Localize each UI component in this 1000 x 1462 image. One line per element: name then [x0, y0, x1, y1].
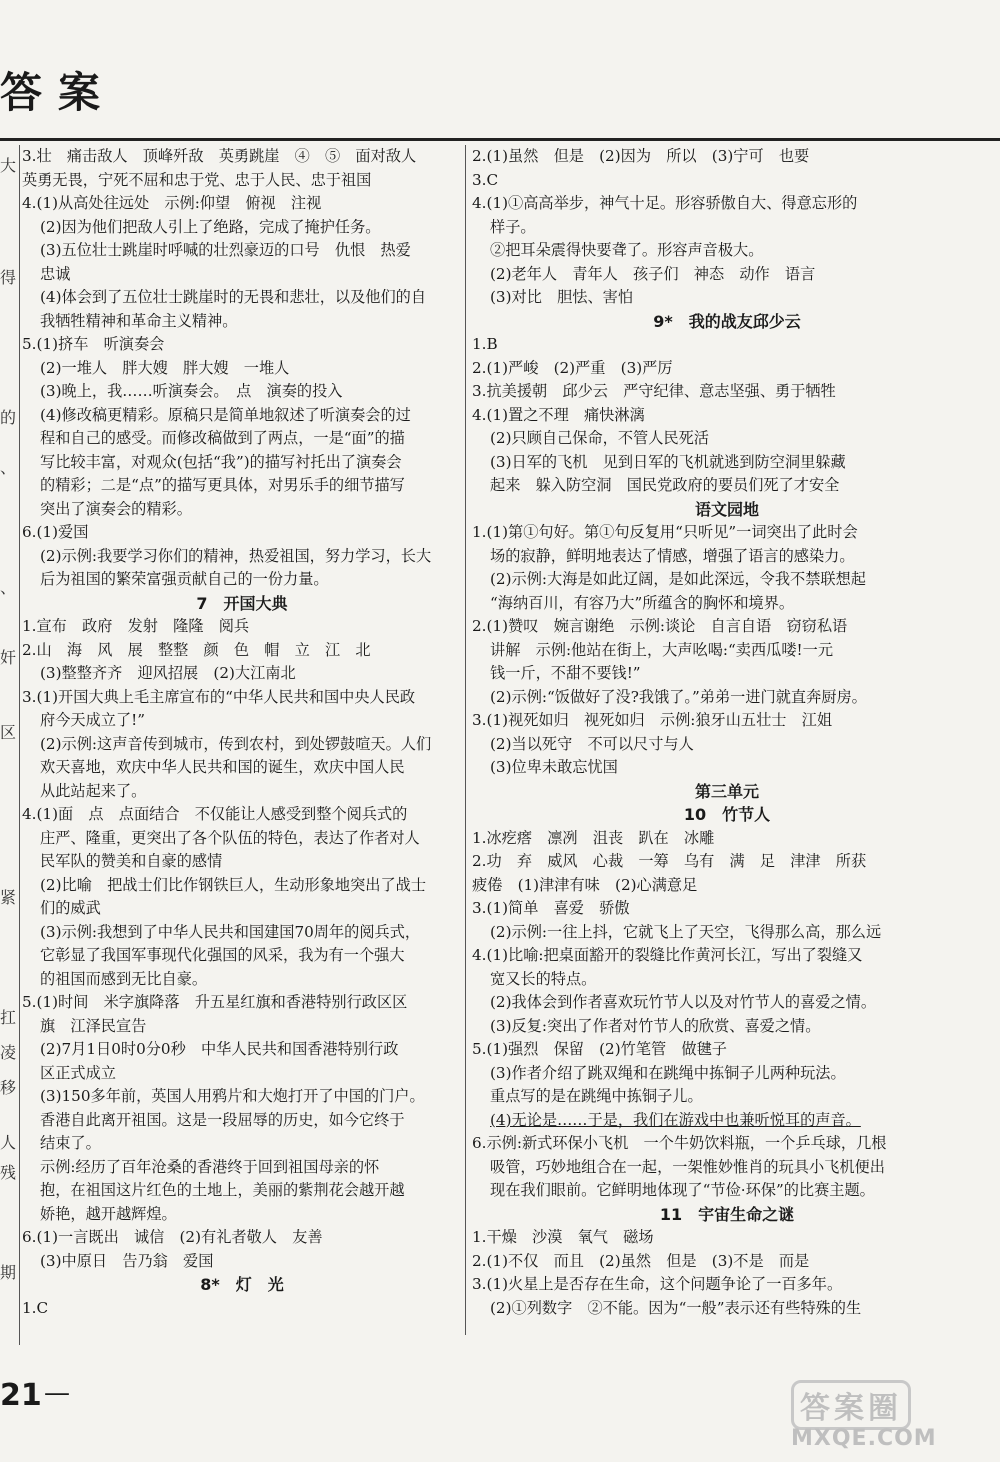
answer-line: 结束了。 — [40, 1134, 101, 1152]
answer-line: 5.(1)挤车 听演奏会 — [22, 335, 165, 353]
answer-line: 抱，在祖国这片红色的土地上，美丽的紫荆花会越开越 — [40, 1181, 405, 1199]
answer-line: 4.(1)①高高举步，神气十足。形容骄傲自大、得意忘形的 — [472, 194, 858, 212]
answer-line: (2)当以死守 不可以尺寸与人 — [490, 734, 694, 753]
answer-line: (3)整整齐齐 迎风招展 (2)大江南北 — [40, 664, 296, 682]
watermark — [791, 1380, 976, 1455]
section-heading: 10 竹节人 — [683, 805, 771, 824]
edge-fragment: 人 — [0, 1133, 17, 1152]
answer-line: 4.(1)从高处往远处 示例:仰望 俯视 注视 — [22, 194, 322, 212]
answer-line: 后为祖国的繁荣富强贡献自己的一份力量。 — [40, 570, 329, 588]
page-number-dash: — — [44, 1378, 70, 1408]
section-heading: 11 宇宙生命之谜 — [659, 1204, 795, 1224]
answer-line: (3)对比 胆怯、害怕 — [490, 288, 634, 306]
answer-line: 示例:经历了百年沧桑的香港终于回到祖国母亲的怀 — [40, 1157, 380, 1176]
answer-line: (4)修改稿更精彩。原稿只是简单地叙述了听演奏会的过 — [40, 405, 411, 424]
section-heading: 语文园地 — [694, 499, 759, 519]
answer-line: 忠诚 — [40, 264, 71, 283]
answer-line: 1.B — [472, 335, 498, 353]
answer-line: 4.(1)面 点 点面结合 不仅能让人感受到整个阅兵式的 — [22, 805, 408, 823]
answer-line: 6.(1)一言既出 诚信 (2)有礼者敬人 友善 — [22, 1228, 323, 1246]
answer-line: 3.(1)开国大典上毛主席宣布的“中华人民共和国中央人民政 — [22, 687, 416, 706]
edge-fragment: 奸 — [0, 648, 17, 667]
answer-line: 3.C — [472, 170, 499, 189]
edge-fragment: 、 — [0, 458, 17, 477]
edge-fragment: 的 — [0, 408, 17, 427]
answer-line: 3.(1)火星上是否存在生命，这个问题争论了一百多年。 — [472, 1275, 843, 1293]
answer-line: 突出了演奏会的精彩。 — [40, 499, 192, 518]
answer-line: (4)体会到了五位壮士跳崖时的无畏和悲壮，以及他们的自 — [40, 288, 427, 306]
answer-line: 们的威武 — [40, 899, 101, 917]
header-rule — [0, 138, 1000, 141]
answer-line: 2.山 海 风 展 整整 颜 色 帽 立 江 北 — [22, 640, 371, 659]
answer-line: 4.(1)置之不理 痛快淋漓 — [472, 405, 645, 424]
answer-line: 从此站起来了。 — [40, 781, 147, 800]
answer-line: 1.干燥 沙漠 氧气 磁场 — [472, 1228, 654, 1246]
answer-line: (2)只顾自己保命，不管人民死活 — [490, 429, 709, 447]
answer-line: 钱一斤，不甜不要钱!” — [490, 664, 641, 682]
answer-line: (2)老年人 青年人 孩子们 神态 动作 语言 — [490, 264, 816, 283]
answer-line: 6.示例:新式环保小飞机 一个牛奶饮料瓶，一个乒乓球，几根 — [472, 1134, 887, 1152]
page-number: 21 — [0, 1378, 42, 1413]
answer-line: (2)因为他们把敌人引上了绝路，完成了掩护任务。 — [40, 217, 381, 236]
answer-line: 府今天成立了!” — [40, 711, 145, 729]
answer-line: 写比较丰富，对观众(包括“我”)的描写衬托出了演奏会 — [40, 452, 402, 471]
edge-fragment: 、 — [0, 578, 17, 597]
answer-line: (3)日军的飞机 见到日军的飞机就逃到防空洞里躲藏 — [490, 452, 846, 471]
answer-line: 2.(1)虽然 但是 (2)因为 所以 (3)宁可 也要 — [472, 147, 810, 165]
answer-line: 起来 躲入防空洞 国民党政府的要员们死了才安全 — [490, 476, 840, 494]
answer-line: 3.(1)简单 喜爱 骄傲 — [472, 899, 630, 917]
answer-line: (2)示例:大海是如此辽阔，是如此深远，令我不禁联想起 — [490, 570, 866, 588]
answer-line: (3)五位壮士跳崖时呼喊的壮烈豪迈的口号 仇恨 热爱 — [40, 241, 411, 259]
section-heading: 9* 我的战友邱少云 — [653, 311, 801, 331]
answer-line: (3)作者介绍了跳双绳和在跳绳中拣铜子儿两种玩法。 — [490, 1063, 846, 1082]
answer-line: 欢天喜地，欢庆中华人民共和国的诞生，欢庆中国人民 — [40, 758, 405, 776]
answer-line: 它彰显了我国军事现代化强国的风采，我为有一个强大 — [40, 946, 405, 964]
answer-line: 6.(1)爱国 — [22, 523, 89, 541]
answer-line: (3)150多年前，英国人用鸦片和大炮打开了中国的门户。 — [40, 1087, 425, 1105]
answer-line: 场的寂静，鲜明地表达了情感，增强了语言的感染力。 — [490, 546, 855, 565]
answer-line: 讲解 示例:他站在街上，大声吆喝:“卖西瓜喽!一元 — [490, 640, 834, 659]
answer-line: 2.(1)赞叹 婉言谢绝 示例:谈论 自言自语 窃窃私语 — [472, 617, 848, 635]
answer-line: 1.(1)第①句好。第①句反复用“只听见”一词突出了此时会 — [472, 523, 858, 541]
edge-fragment: 移 — [0, 1078, 17, 1097]
column-divider — [465, 145, 466, 1335]
answer-line: 娇艳，越开越辉煌。 — [40, 1204, 177, 1223]
watermark-site: MXQE.COM — [791, 1426, 937, 1451]
answer-line: (2)①列数字 ②不能。因为“一般”表示还有些特殊的生 — [490, 1298, 862, 1317]
watermark-badge: 答案圈 — [791, 1380, 911, 1430]
answer-line: 1.C — [22, 1298, 49, 1317]
answer-line: 重点写的是在跳绳中拣铜子儿。 — [490, 1087, 703, 1105]
answer-line: “海纳百川，有容乃大”所蕴含的胸怀和境界。 — [490, 593, 795, 612]
answer-line: 样子。 — [490, 217, 536, 236]
answer-line: (2)7月1日0时0分0秒 中华人民共和国香港特别行政 — [40, 1040, 399, 1058]
left-edge-divider — [19, 145, 20, 1345]
answer-line: 疲倦 (1)津津有味 (2)心满意足 — [472, 875, 698, 894]
answer-line: (2)比喻 把战士们比作钢铁巨人，生动形象地突出了战士 — [40, 875, 427, 894]
answer-line: (3)位卑未敢忘忧国 — [490, 758, 618, 776]
answer-line: 2.(1)不仅 而且 (2)虽然 但是 (3)不是 而是 — [472, 1251, 810, 1270]
answer-line: 民军队的赞美和自豪的感情 — [40, 852, 223, 870]
answer-line: 庄严、隆重，更突出了各个队伍的特色，表达了作者对人 — [40, 828, 420, 847]
edge-fragment: 期 — [0, 1263, 17, 1282]
answer-line: 1.冰疙瘩 凛冽 沮丧 趴在 冰雕 — [472, 828, 715, 847]
answer-line: (3)反复:突出了作者对竹节人的欣赏、喜爱之情。 — [490, 1016, 821, 1035]
answer-line: 2.功 弃 威风 心裁 一筹 乌有 满 足 津津 所获 — [472, 852, 867, 870]
left-edge-fragments — [0, 145, 18, 1345]
answer-line: 我牺牲精神和革命主义精神。 — [40, 311, 238, 330]
answer-line: (2)示例:这声音传到城市，传到农村，到处锣鼓喧天。人们 — [40, 734, 432, 753]
answer-line: 英勇无畏，宁死不屈和忠于党、忠于人民、忠于祖国 — [22, 170, 372, 189]
answer-line: 程和自己的感受。而修改稿做到了两点，一是“面”的描 — [40, 429, 405, 447]
answer-line: (2)我体会到作者喜欢玩竹节人以及对竹节人的喜爱之情。 — [490, 993, 877, 1011]
section-heading: 8* 灯 光 — [200, 1275, 284, 1294]
section-heading: 7 开国大典 — [196, 593, 288, 613]
answer-line: 区正式成立 — [40, 1063, 116, 1082]
edge-fragment: 得 — [0, 268, 17, 287]
answer-line: (2)示例:“饭做好了没?我饿了。”弟弟一进门就直奔厨房。 — [490, 687, 867, 706]
left-answer-column — [22, 145, 462, 1320]
answer-line: (2)示例:一往上抖，它就飞上了天空，飞得那么高，那么远 — [490, 922, 882, 941]
edge-fragment: 紧 — [0, 888, 17, 907]
answer-line: 现在我们眼前。它鲜明地体现了“节俭·环保”的比赛主题。 — [490, 1181, 875, 1199]
answer-line: 5.(1)强烈 保留 (2)竹笔管 做毽子 — [472, 1040, 727, 1058]
answer-line: 的精彩；二是“点”的描写更具体，对男乐手的细节描写 — [40, 476, 405, 494]
answer-line: (3)中原日 告乃翁 爱国 — [40, 1251, 214, 1270]
answer-line: 的祖国而感到无比自豪。 — [40, 969, 208, 988]
edge-fragment: 扛 — [0, 1008, 17, 1027]
edge-fragment: 区 — [0, 723, 17, 742]
answer-line: 2.(1)严峻 (2)严重 (3)严厉 — [472, 358, 673, 377]
answer-line: ②把耳朵震得快要聋了。形容声音极大。 — [490, 241, 764, 259]
right-answer-column — [472, 145, 982, 1320]
answer-line: 吸管，巧妙地组合在一起，一架惟妙惟肖的玩具小飞机便出 — [490, 1157, 885, 1176]
edge-fragment: 凌 — [0, 1043, 17, 1062]
answer-line: (2)示例:我要学习你们的精神，热爱祖国，努力学习，长大 — [40, 546, 432, 565]
answer-line: 4.(1)比喻:把桌面豁开的裂缝比作黄河长江，写出了裂缝又 — [472, 946, 863, 964]
page-title: 答案 — [0, 68, 117, 117]
section-heading: 第三单元 — [694, 781, 759, 801]
answer-line: (3)示例:我想到了中华人民共和国建国70周年的阅兵式， — [40, 922, 421, 941]
answer-line: 5.(1)时间 米字旗降落 升五星红旗和香港特别行政区区 — [22, 993, 408, 1011]
answer-line: (4)无论是……于是，我们在游戏中也兼听悦耳的声音。 — [490, 1110, 861, 1129]
answer-line: 旗 江泽民宣告 — [40, 1016, 147, 1035]
answer-line: (2)一堆人 胖大嫂 胖大嫂 一堆人 — [40, 358, 290, 377]
answer-line: 3.(1)视死如归 视死如归 示例:狼牙山五壮士 江姐 — [472, 711, 833, 729]
answer-line: 宽又长的特点。 — [490, 969, 597, 988]
edge-fragment: 大 — [0, 156, 17, 175]
answer-line: 3.壮 痛击敌人 顶峰歼敌 英勇跳崖 ④ ⑤ 面对敌人 — [22, 147, 417, 165]
answer-line: 香港自此离开祖国。这是一段屈辱的历史，如今它终于 — [40, 1110, 405, 1129]
edge-fragment: 残 — [0, 1163, 17, 1182]
answer-line: 1.宣布 政府 发射 隆隆 阅兵 — [22, 617, 250, 635]
answer-line: (3)晚上，我……听演奏会。 点 演奏的投入 — [40, 382, 343, 400]
answer-line: 3.抗美援朝 邱少云 严守纪律、意志坚强、勇于牺牲 — [472, 382, 836, 400]
